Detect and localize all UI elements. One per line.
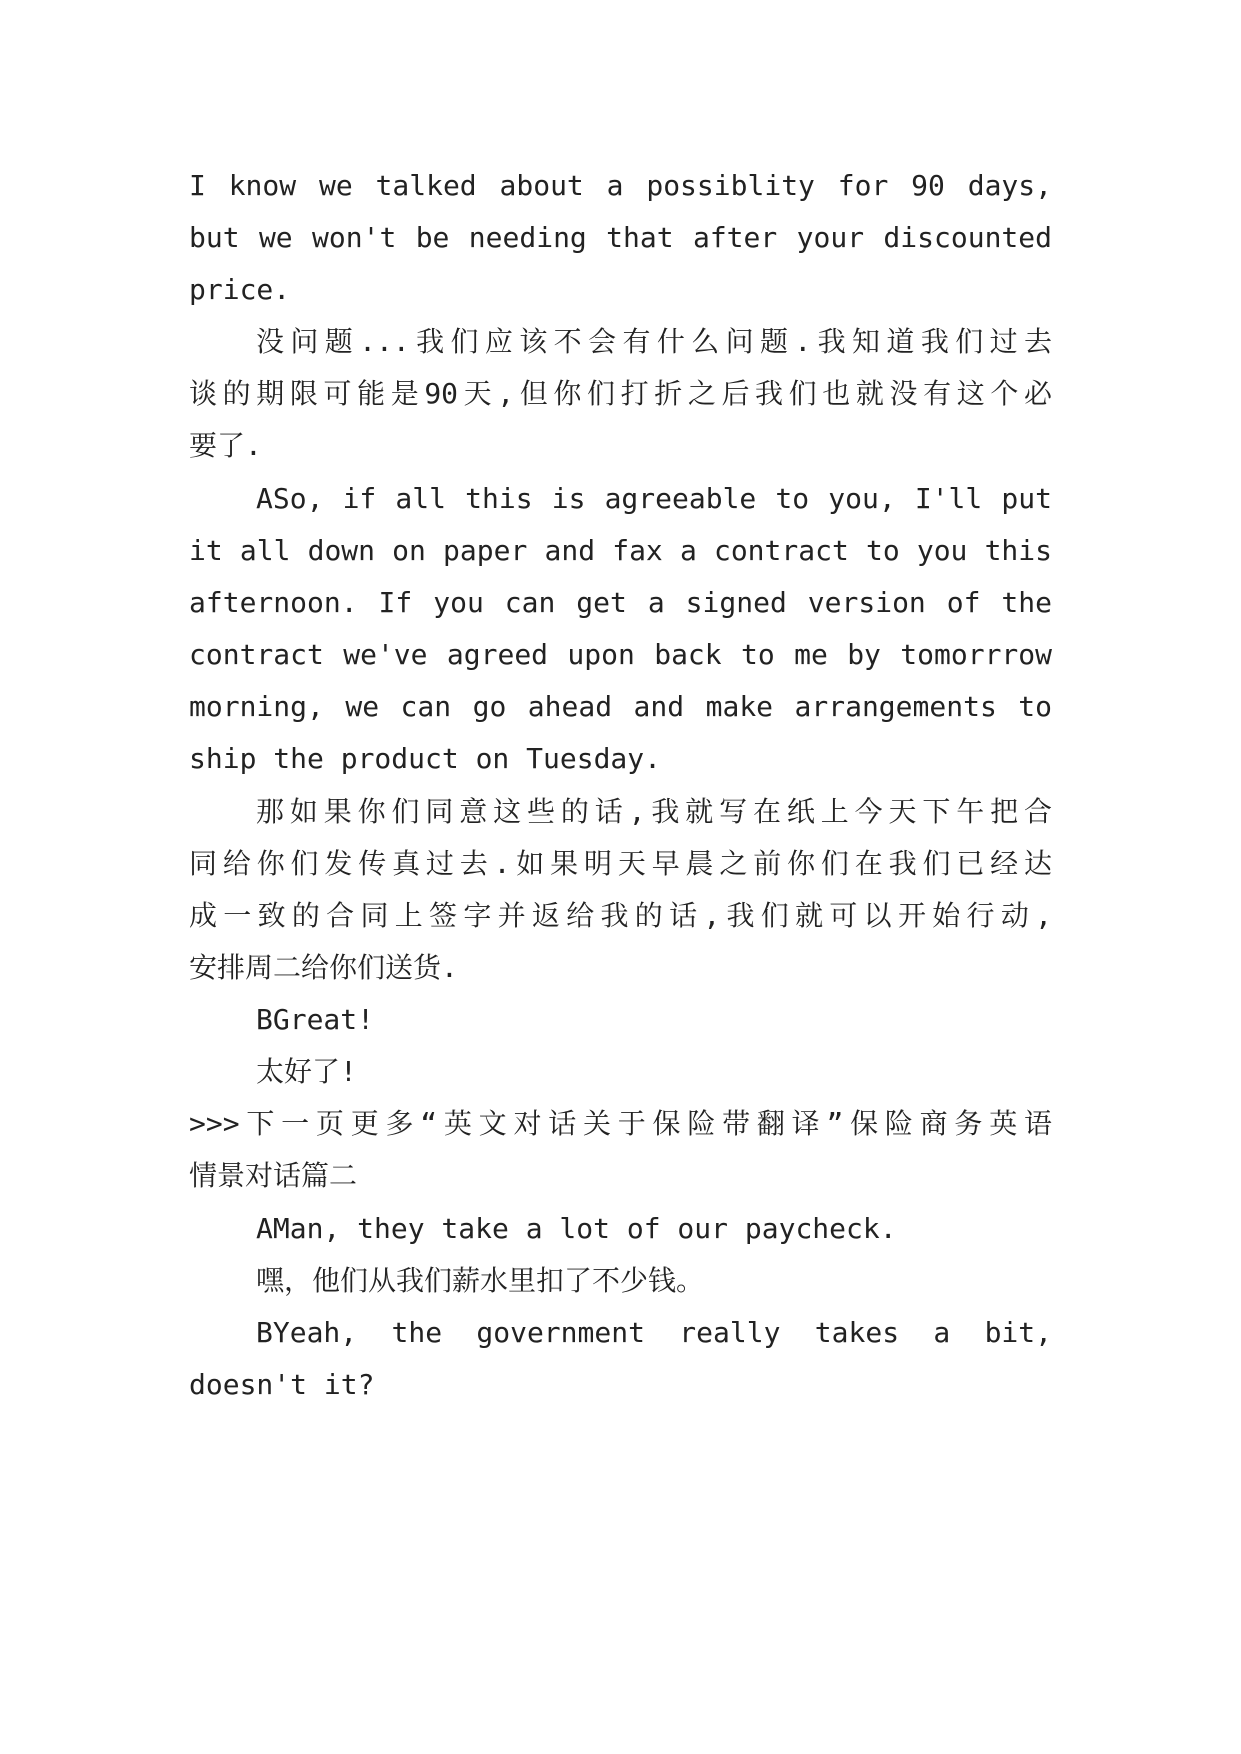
text-line: 谈的期限可能是90天,但你们打折之后我们也就没有这个必 (189, 377, 1052, 410)
text-line: doesn't it? (189, 1368, 375, 1401)
text-line: but we won't be needing that after your discounted (189, 221, 1052, 254)
text-line: 安排周二给你们送货. (189, 951, 458, 984)
text-line: contract we've agreed upon back to me by tomorrrow (189, 638, 1052, 671)
text-line: 没问题...我们应该不会有什么问题.我知道我们过去 (256, 325, 1052, 358)
text-line: it all down on paper and fax a contract to you this (189, 534, 1052, 567)
text-line: 太好了! (256, 1055, 357, 1088)
text-line: morning, we can go ahead and make arrangements to (189, 690, 1052, 723)
text-line: 要了. (189, 429, 262, 462)
text-line: ship the product on Tuesday. (189, 742, 662, 775)
text-line: 同给你们发传真过去.如果明天早晨之前你们在我们已经达 (189, 847, 1052, 880)
text-line: BGreat! (256, 1003, 375, 1036)
text-line: AMan, they take a lot of our paycheck. (256, 1212, 897, 1245)
text-line: ASo, if all this is agreeable to you, I'll put (256, 482, 1052, 515)
text-line: BYeah, the government really takes a bit, (256, 1316, 1052, 1349)
text-line: 那如果你们同意这些的话,我就写在纸上今天下午把合 (256, 795, 1052, 828)
text-line: afternoon. If you can get a signed version of the (189, 586, 1052, 619)
text-line: 成一致的合同上签字并返给我的话,我们就可以开始行动, (189, 899, 1052, 932)
text-line: I know we talked about a possiblity for 90 days, (189, 169, 1052, 202)
text-line: price. (189, 273, 291, 306)
text-line: 情景对话篇二 (189, 1159, 358, 1192)
text-line: 嘿，他们从我们薪水里扣了不少钱。 (256, 1264, 705, 1297)
text-line: >>>下一页更多“英文对话关于保险带翻译”保险商务英语 (189, 1107, 1052, 1140)
